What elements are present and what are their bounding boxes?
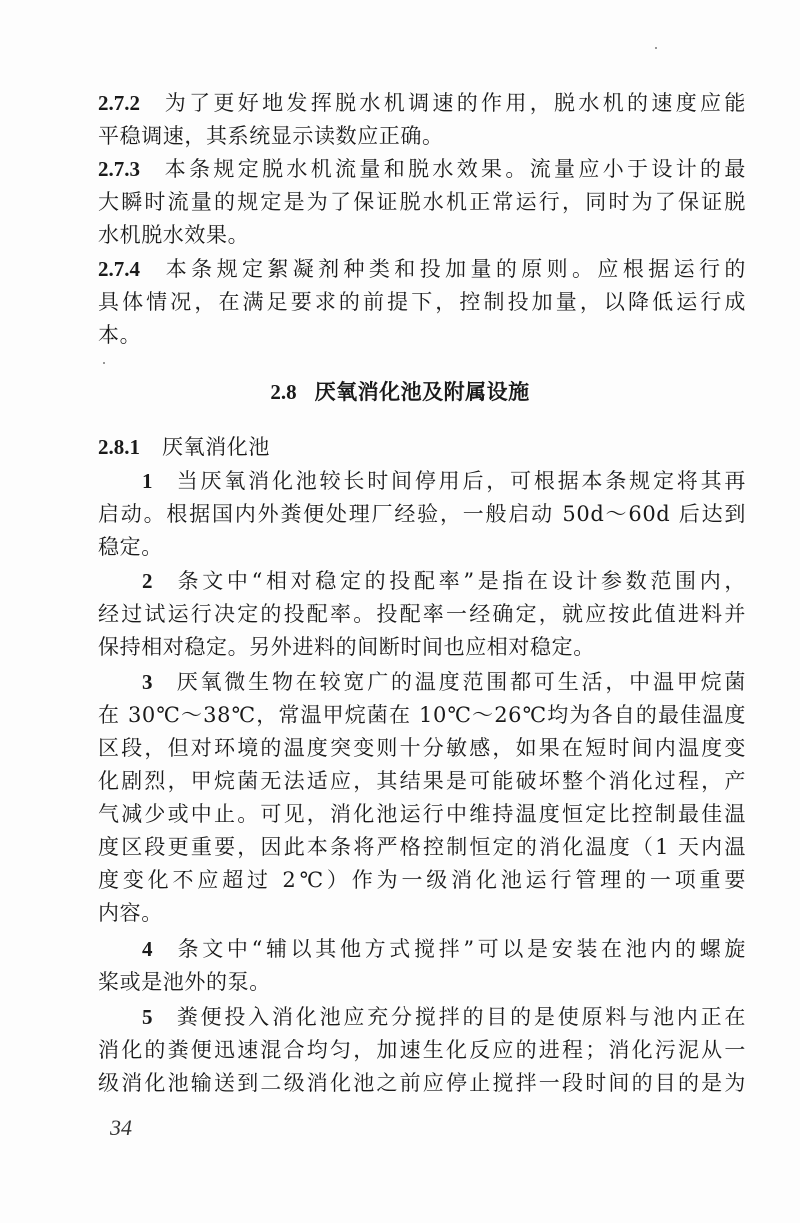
item-2-line-2: 经过试运行决定的投配率。投配率一经确定，就应按此值进料并	[98, 602, 746, 626]
page-number: 34	[110, 1115, 132, 1140]
item-3-line-3: 区段，但对环境的温度突变则十分敏感，如果在短时间内温度变	[98, 736, 746, 760]
clause-number: 2.7.4	[98, 257, 140, 281]
clause-2-7-4-line-3: 本。	[98, 323, 142, 347]
item-3-line-5: 气减少或中止。可见，消化池运行中维持温度恒定比控制最佳温	[98, 802, 746, 826]
item-3-line-1: 3 厌氧微生物在较宽广的温度范围都可生活，中温甲烷菌	[142, 670, 746, 694]
item-3-line-8: 内容。	[98, 901, 163, 925]
scan-speck	[655, 47, 657, 49]
item-5-line-2: 消化的粪便迅速混合均匀，加速生化反应的进程；消化污泥从一	[98, 1038, 746, 1062]
clause-number: 2.8.1	[98, 435, 140, 459]
subsection-heading: 2.8.1 厌氧消化池	[98, 435, 270, 459]
clause-2-7-4-line-1: 2.7.4 本条规定絮凝剂种类和投加量的原则。应根据运行的	[98, 257, 746, 281]
clause-2-7-3-line-2: 大瞬时流量的规定是为了保证脱水机正常运行，同时为了保证脱	[98, 190, 746, 214]
item-5-line-1: 5 粪便投入消化池应充分搅拌的目的是使原料与池内正在	[142, 1005, 746, 1029]
clause-2-7-3-line-3: 水机脱水效果。	[98, 223, 250, 247]
scan-speck	[103, 362, 105, 364]
item-2-line-3: 保持相对稳定。另外进料的间断时间也应相对稳定。	[98, 635, 595, 659]
item-2-line-1: 2 条文中“相对稳定的投配率”是指在设计参数范围内，	[142, 569, 746, 593]
section-heading: 2.8 厌氧消化池及附属设施	[270, 379, 530, 404]
item-4-line-2: 桨或是池外的泵。	[98, 970, 271, 994]
item-1-line-2: 启动。根据国内外粪便处理厂经验，一般启动 50d～60d 后达到	[98, 502, 746, 526]
item-4-line-1: 4 条文中“辅以其他方式搅拌”可以是安装在池内的螺旋	[142, 937, 746, 961]
clause-2-7-4-line-2: 具体情况，在满足要求的前提下，控制投加量，以降低运行成	[98, 290, 746, 314]
item-3-line-4: 化剧烈，甲烷菌无法适应，其结果是可能破坏整个消化过程，产	[98, 769, 746, 793]
item-3-line-6: 度区段更重要，因此本条将严格控制恒定的消化温度（1 天内温	[98, 835, 746, 859]
item-1-line-1: 1 当厌氧消化池较长时间停用后，可根据本条规定将其再	[142, 469, 746, 493]
clause-2-7-3-line-1: 2.7.3 本条规定脱水机流量和脱水效果。流量应小于设计的最	[98, 157, 746, 181]
clause-2-7-2-line-1: 2.7.2 为了更好地发挥脱水机调速的作用，脱水机的速度应能	[98, 91, 746, 115]
clause-number: 2.7.3	[98, 157, 140, 181]
item-3-line-7: 度变化不应超过 2℃）作为一级消化池运行管理的一项重要	[98, 868, 746, 892]
item-3-line-2: 在 30℃～38℃，常温甲烷菌在 10℃～26℃均为各自的最佳温度	[98, 703, 746, 727]
item-5-line-3: 级消化池输送到二级消化池之前应停止搅拌一段时间的目的是为	[98, 1071, 746, 1095]
clause-2-7-2-line-2: 平稳调速，其系统显示读数应正确。	[98, 124, 444, 148]
item-1-line-3: 稳定。	[98, 535, 163, 559]
clause-number: 2.7.2	[98, 91, 140, 115]
